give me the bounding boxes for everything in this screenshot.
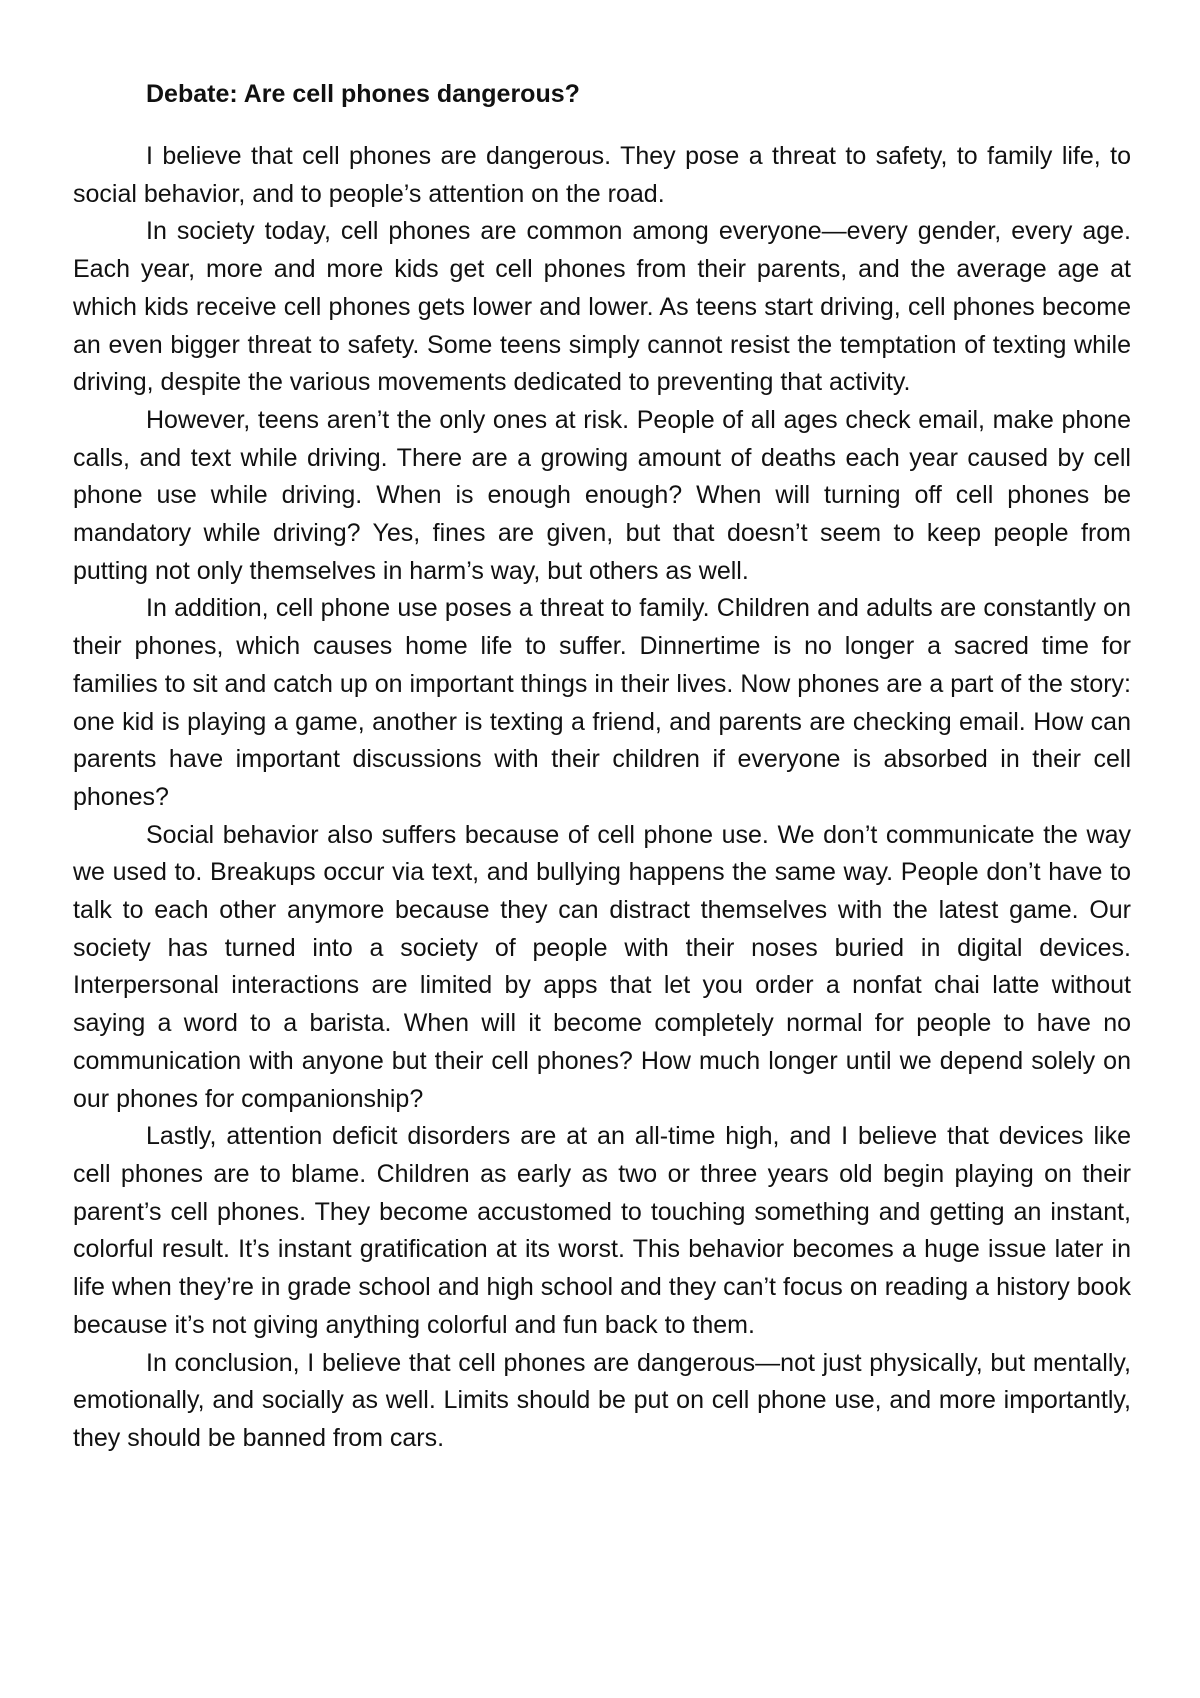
paragraph-conclusion: In conclusion, I believe that cell phones are dangerous—not just physically, but mentally, emotionally, and socially as well. Limits should be put on cell phone use, and more importantly, they should be banned from cars.: [73, 1348, 1131, 1452]
paragraph-teens-driving: In society today, cell phones are common among everyone—every gender, every age. Each year, more and more kids get cell phones from their parents, and the average age at which kids receive cell phones gets lower and lower. As teens start driving, cell phones become an even bigger threat to safety. Some teens simply cannot resist the temptation of texting while driving, despite the various movements dedicated to preventing that activity.: [73, 217, 1131, 397]
paragraph-family: In addition, cell phone use poses a threat to family. Children and adults are constantly on their phones, which causes home life to suffer. Dinnertime is no longer a sacred time for families to sit and catch up on important things in their lives. Now phones are a part of the story: one kid is playing a game, another is texting a friend, and parents are checking email. How can parents have important discussions with their children if everyone is absorbed in their cell phones?: [73, 594, 1131, 811]
paragraph-all-ages-risk: However, teens aren’t the only ones at risk. People of all ages check email, make phone calls, and text while driving. There are a growing amount of deaths each year caused by cell phone use while driving. When is enough enough? When will turning off cell phones be mandatory while driving? Yes, fines are given, but that doesn’t seem to keep people from putting not only themselves in harm’s way, but others as well.: [73, 405, 1131, 585]
essay-body: [73, 74, 1131, 1458]
paragraph-attention-deficit: Lastly, attention deficit disorders are at an all-time high, and I believe that devices like cell phones are to blame. Children as early as two or three years old begin playing on their parent’s cell phones. They become accustomed to touching something and getting an instant, colorful result. It’s instant gratification at its worst. This behavior becomes a huge issue later in life when they’re in grade school and high school and they can’t focus on reading a history book because it’s not giving anything colorful and fun back to them.: [73, 1122, 1131, 1339]
essay-title: Debate: Are cell phones dangerous?: [146, 80, 580, 108]
paragraph-intro: I believe that cell phones are dangerous. They pose a threat to safety, to family life, to social behavior, and to people’s attention on the road.: [73, 142, 1131, 208]
paragraph-social-behavior: Social behavior also suffers because of cell phone use. We don’t communicate the way we used to. Breakups occur via text, and bullying happens the same way. People don’t have to talk to each other anymore because they can distract themselves with the latest game. Our society has turned into a society of people with their noses buried in digital devices. Interpersonal interactions are limited by apps that let you order a nonfat chai latte without saying a word to a barista. When will it become completely normal for people to have no communication with anyone but their cell phones? How much longer until we depend solely on our phones for companionship?: [73, 820, 1131, 1113]
